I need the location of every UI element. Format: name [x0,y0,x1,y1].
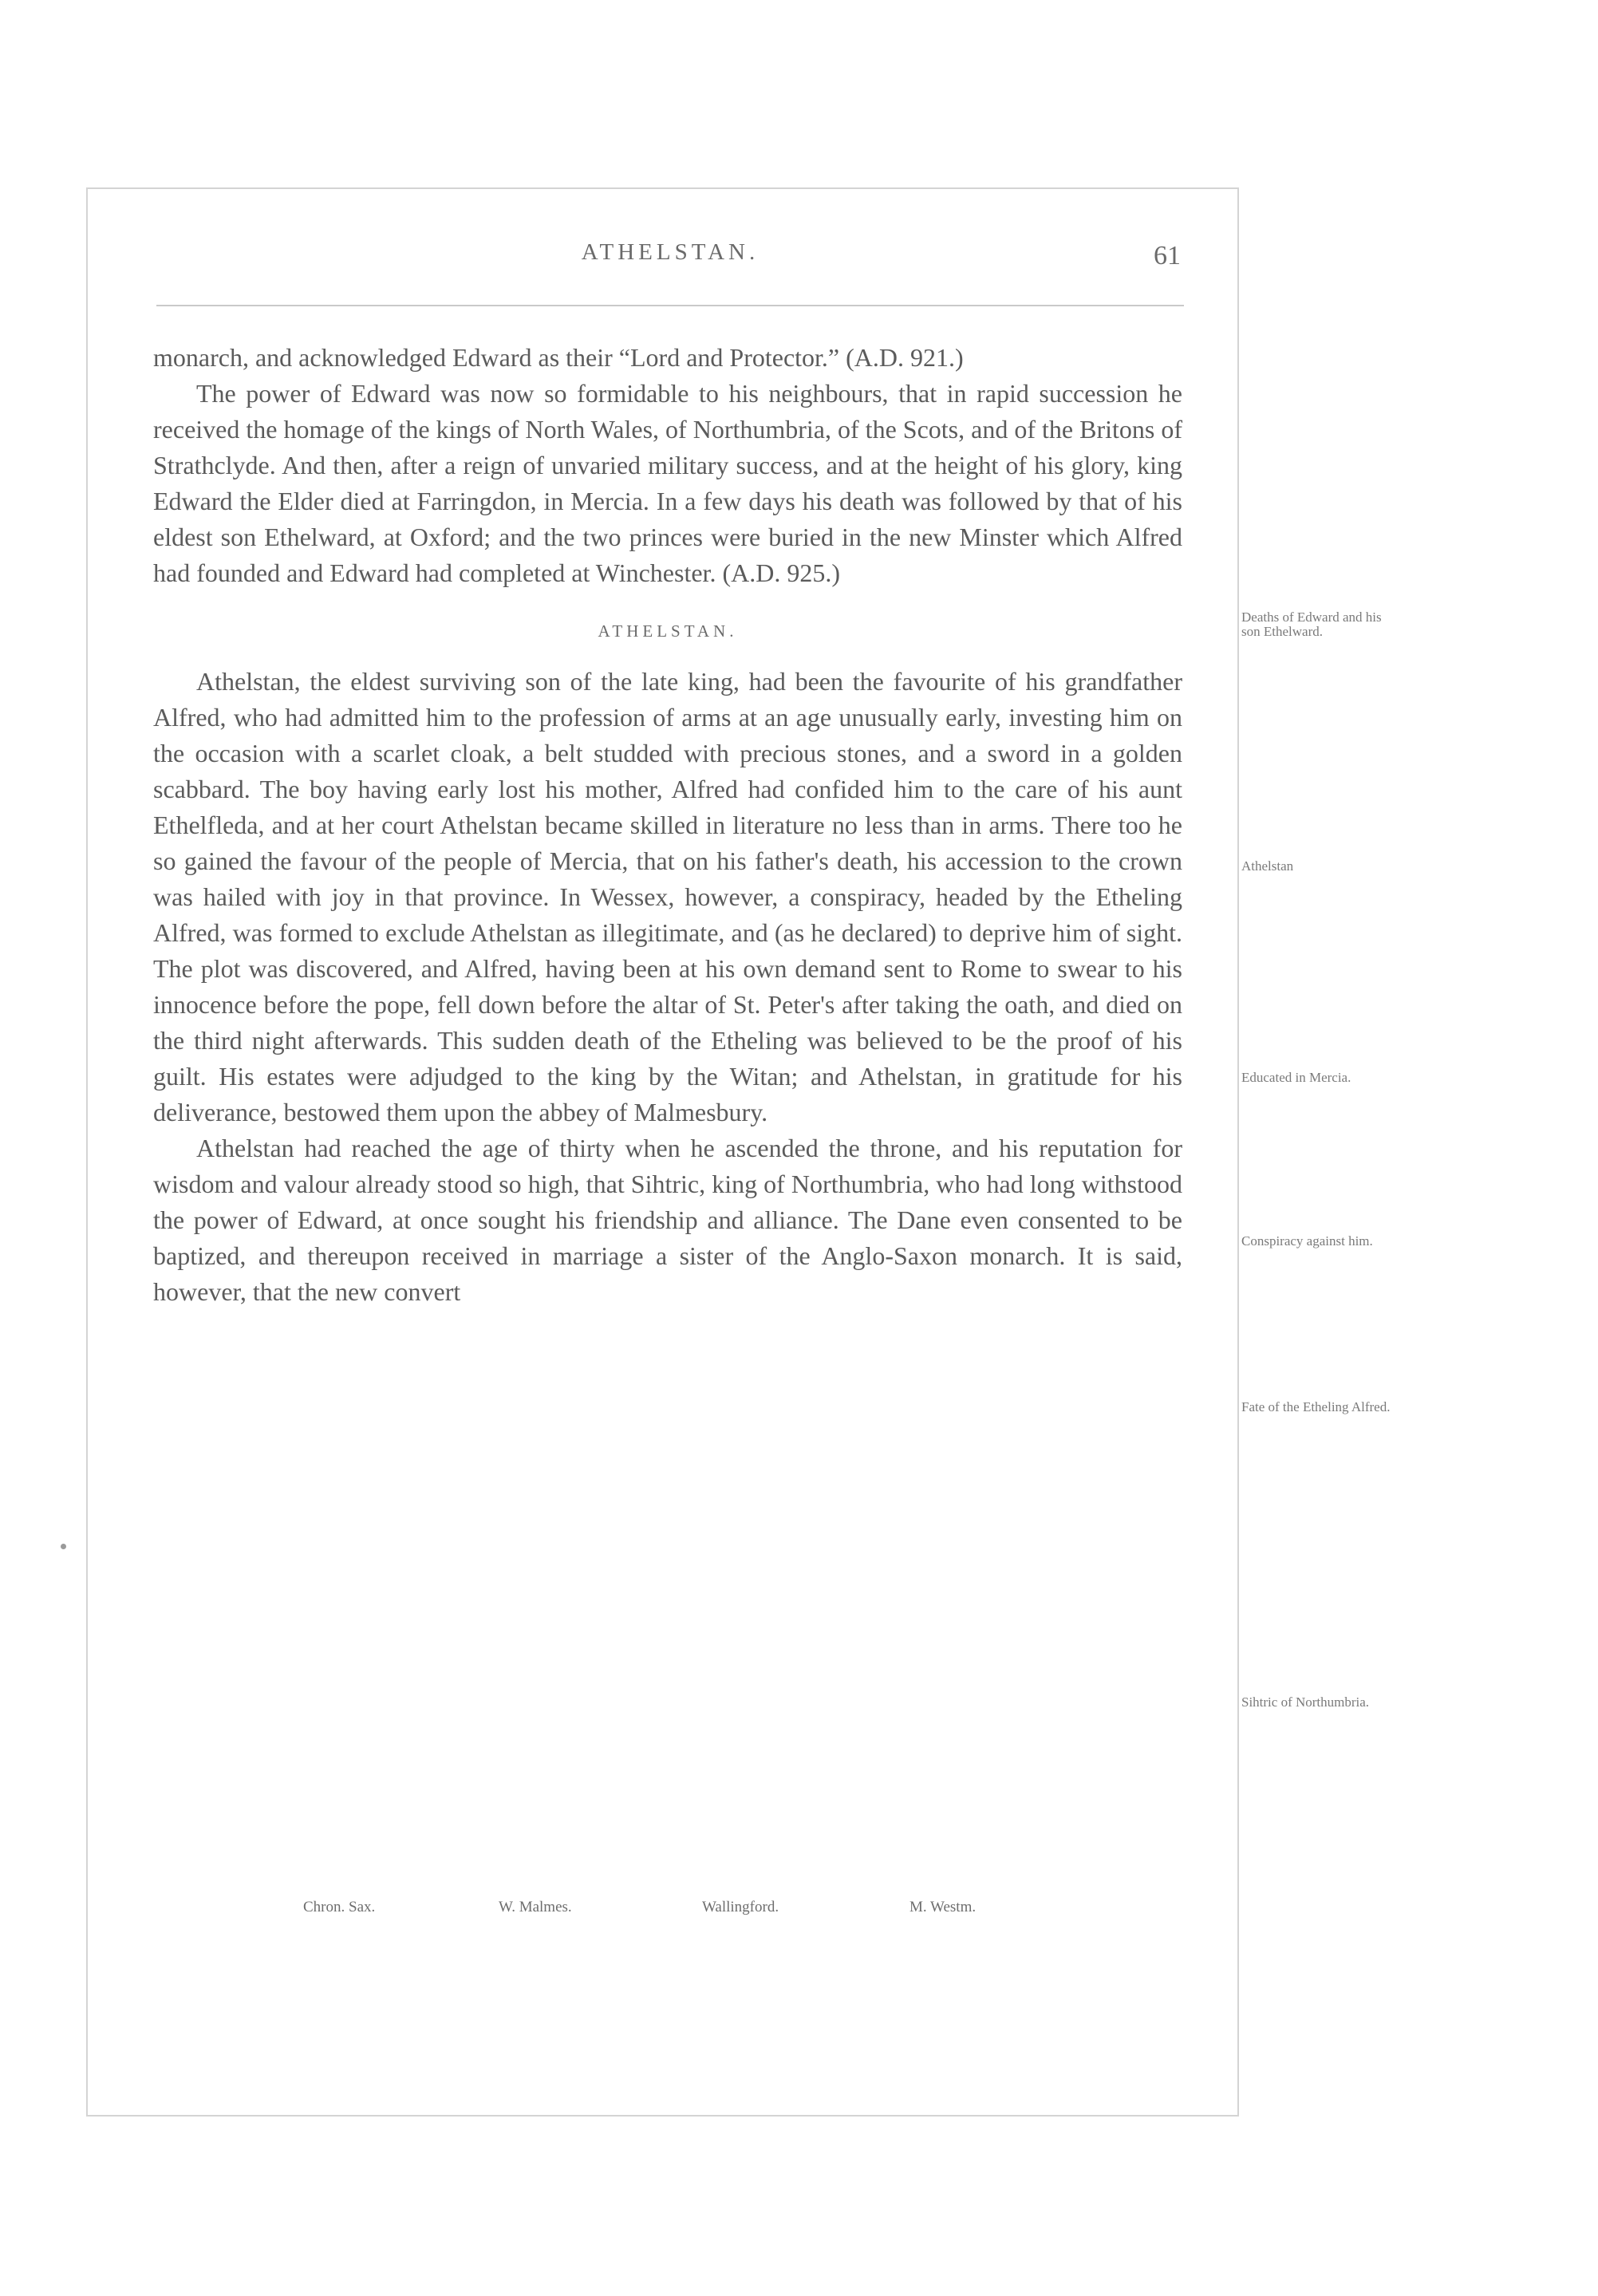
paragraph-3: Athelstan, the eldest surviving son of the late king, had been the favourite of his grandfather Alfred, who had admitted him to the profession of arms at an age unusually early, investing him on the occasion with a scarlet cloak, a belt studded with precious stones, and a sword in a golden scabbard. The boy having early lost his mother, Alfred had confided him to the care of his aunt Ethelfleda, and at her court Athelstan became skilled in literature no less than in arms. There too he so gained the favour of the people of Mercia, that on his father's death, his accession to the crown was hailed with joy in that province. In Wessex, however, a conspiracy, headed by the Etheling Alfred, was formed to exclude Athelstan as illegitimate, and (as he declared) to deprive him of sight. The plot was discovered, and Alfred, having been at his own demand sent to Rome to swear to his innocence before the pope, fell down before the altar of St. Peter's after taking the oath, and died on the third night afterwards. This sudden death of the Etheling was believed to be the proof of his guilt. His estates were adjudged to the king by the Witan; and Athelstan, in gratitude for his deliverance, bestowed them upon the abbey of Malmesbury. [153,667,1182,1126]
footer-ref-chron: Chron. Sax. [303,1899,376,1915]
running-title: ATHELSTAN. [581,239,760,265]
footer-ref-wallingford: Wallingford. [702,1899,779,1915]
paragraph-2: The power of Edward was now so formidable to his neighbours, that in rapid succession he received the homage of the kings of North Wales, of Northumbria, of the Scots, and of the Britons of Strathclyde. And then, after a reign of unvaried military success, and at the height of his glory, king Edward the Elder died at Farringdon, in Mercia. In a few days his death was followed by that of his eldest son Ethelward, at Oxford; and the two princes were buried in the new Minster which Alfred had founded and Edward had completed at Winchester. (A.D. 925.) [153,379,1182,587]
paragraph-1: monarch, and acknowledged Edward as their “Lord and Protector.” (A.D. 921.) [153,343,964,372]
sidenote-sihtric: Sihtric of Northumbria. [1241,1694,1370,1710]
footer-ref-westm: M. Westm. [909,1899,977,1915]
sidenote-educated: Educated in Mercia. [1241,1070,1351,1085]
header-rule [156,305,1184,306]
footer-ref-malmes: W. Malmes. [499,1899,572,1915]
section-heading: ATHELSTAN. [598,621,738,641]
sidenote-deaths: Deaths of Edward and his son Ethelward. [1241,610,1382,639]
running-head [160,239,1181,287]
page-number: 61 [1154,241,1181,270]
sidenote-athelstan: Athelstan [1241,858,1294,874]
sidenote-fate: Fate of the Etheling Alfred. [1241,1399,1391,1414]
body-text [153,340,1182,1310]
paragraph-4: Athelstan had reached the age of thirty when he ascended the throne, and his reputation for wisdom and valour already stood so high, that Sihtric, king of Northumbria, who had long withstood the power of Edward, at once sought his friendship and alliance. The Dane even consented to be baptized, and thereupon received in marriage a sister of the Anglo-Saxon monarch. It is said, however, that the new convert [153,1134,1182,1306]
paper-speck [61,1544,66,1549]
sidenote-conspiracy: Conspiracy against him. [1241,1233,1373,1249]
